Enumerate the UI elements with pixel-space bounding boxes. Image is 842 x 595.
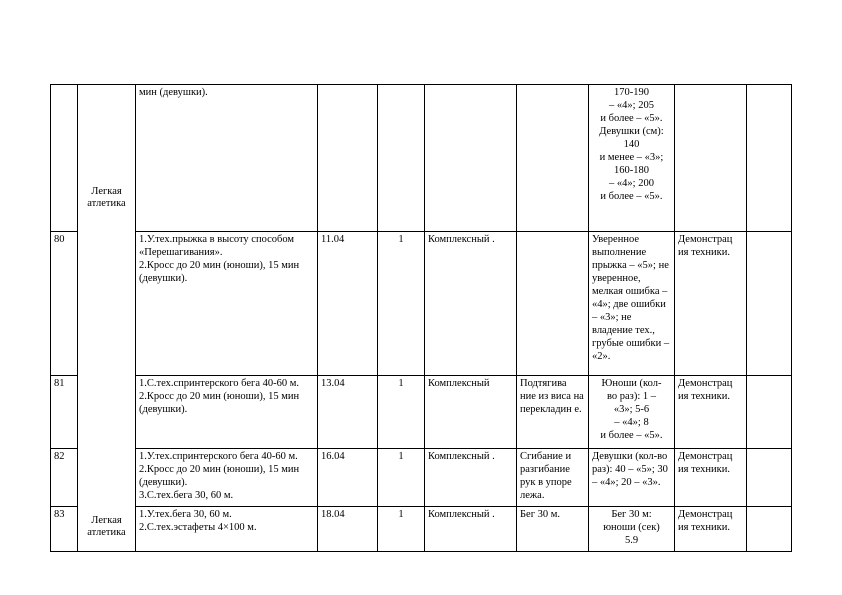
lesson-elements: Сгибание и разгибание рук в упоре лежа. [517, 449, 589, 507]
lesson-hours: 1 [378, 449, 425, 507]
lesson-note: Демонстрац ия техники. [675, 376, 747, 449]
lesson-hours [378, 85, 425, 232]
lesson-note: Демонстрац ия техники. [675, 449, 747, 507]
lesson-note: Демонстрац ия техники. [675, 232, 747, 376]
lesson-date: 13.04 [318, 376, 378, 449]
lesson-content: 1.У.тех.спринтерского бега 40-60 м. 2.Кросс до 20 мин (юноши), 15 мин (девушки). 3.С.тех.бега 30, 60 м. [136, 449, 318, 507]
lesson-requirements: Уверенное выполнение прыжка – «5»; не уверенное, мелкая ошибка – «4»; две ошибки – «3»; не владение тех., грубые ошибки – «2». [589, 232, 675, 376]
lesson-number: 83 [51, 507, 78, 552]
lesson-date: 16.04 [318, 449, 378, 507]
lesson-content: 1.У.тех.бега 30, 60 м. 2.С.тех.эстафеты 4×100 м. [136, 507, 318, 552]
lesson-type: Комплексный . [425, 449, 517, 507]
lesson-content: 1.С.тех.спринтерского бега 40-60 м. 2.Кросс до 20 мин (юноши), 15 мин (девушки). [136, 376, 318, 449]
lesson-content: мин (девушки). [136, 85, 318, 232]
lesson-extra [747, 449, 792, 507]
section-label-bottom: Легкая атлетика [87, 515, 126, 538]
lesson-extra [747, 85, 792, 232]
lesson-elements [517, 85, 589, 232]
lesson-content: 1.У.тех.прыжка в высоту способом «Перешагивания». 2.Кросс до 20 мин (юноши), 15 мин (девушки). [136, 232, 318, 376]
lesson-number: 80 [51, 232, 78, 376]
lesson-elements [517, 232, 589, 376]
lesson-elements: Подтягива ние из виса на перекладин е. [517, 376, 589, 449]
table-row [51, 232, 792, 376]
lesson-extra [747, 507, 792, 552]
table-row [51, 85, 792, 232]
lesson-type: Комплексный . [425, 507, 517, 552]
lesson-number: 81 [51, 376, 78, 449]
lesson-elements: Бег 30 м. [517, 507, 589, 552]
lesson-requirements: Юноши (кол- во раз): 1 – «3»; 5-6 – «4»; 8 и более – «5». [589, 376, 675, 449]
section-label-top: Легкая атлетика [87, 186, 126, 209]
lesson-extra [747, 376, 792, 449]
lesson-number: 82 [51, 449, 78, 507]
lesson-type [425, 85, 517, 232]
lesson-requirements: Девушки (кол-во раз): 40 – «5»; 30 – «4»; 20 – «3». [589, 449, 675, 507]
lesson-requirements: Бег 30 м: юноши (сек) 5.9 [589, 507, 675, 552]
table-row [51, 507, 792, 552]
table-row [51, 449, 792, 507]
lesson-type: Комплексный [425, 376, 517, 449]
lesson-requirements: 170-190 – «4»; 205 и более – «5». Девушки (см): 140 и менее – «3»; 160-180 – «4»; 200 и более – «5». [589, 85, 675, 232]
section-cell [78, 85, 136, 552]
lesson-note [675, 85, 747, 232]
lesson-type: Комплексный . [425, 232, 517, 376]
lesson-date: 18.04 [318, 507, 378, 552]
lesson-extra [747, 232, 792, 376]
lesson-number [51, 85, 78, 232]
lesson-hours: 1 [378, 376, 425, 449]
lesson-note: Демонстрац ия техники. [675, 507, 747, 552]
lesson-date [318, 85, 378, 232]
table-row [51, 376, 792, 449]
lesson-plan-table [50, 84, 792, 552]
lesson-hours: 1 [378, 507, 425, 552]
lesson-date: 11.04 [318, 232, 378, 376]
lesson-hours: 1 [378, 232, 425, 376]
